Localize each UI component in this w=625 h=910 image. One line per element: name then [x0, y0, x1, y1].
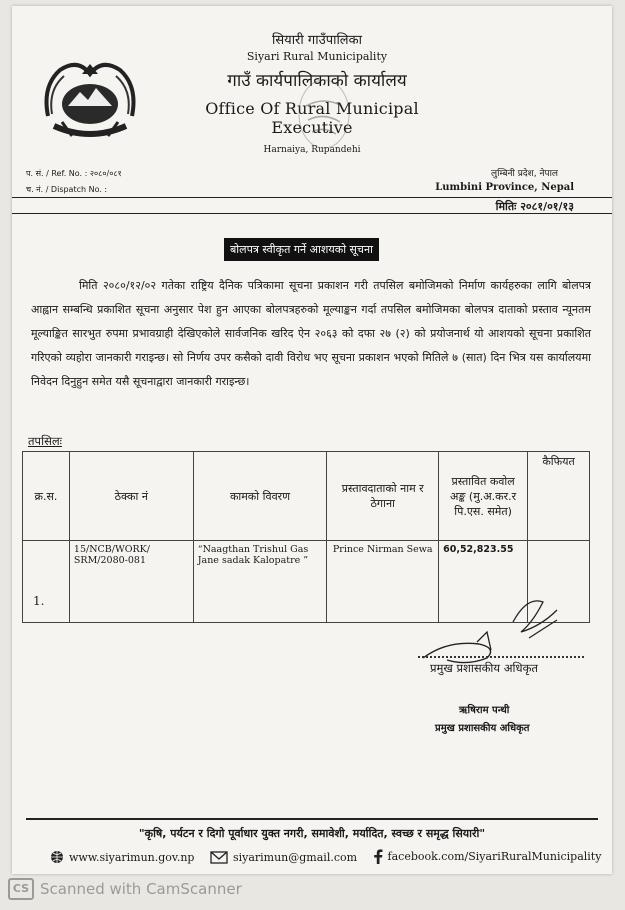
header-description: कामको विवरण — [193, 452, 327, 541]
office-name-np: गाउँ कार्यपालिकाको कार्यालय — [227, 71, 407, 91]
email-link[interactable] — [210, 851, 357, 864]
row-description: “Naagthan Trishul Gas Jane sadak Kalopatre ” — [193, 541, 327, 623]
facebook-icon — [373, 849, 383, 864]
website-text: www.siyarimun.gov.np — [69, 850, 195, 864]
nepal-emblem-icon — [38, 56, 142, 148]
scanner-text: Scanned with CamScanner — [40, 880, 242, 898]
row-bidder: Prince Nirman Sewa — [327, 541, 439, 623]
signature-line — [418, 656, 584, 658]
office-stamp-icon — [296, 76, 352, 152]
details-label: तपसिलः — [28, 434, 62, 448]
website-link[interactable] — [50, 850, 194, 864]
notice-date: मितिः २०८१/०१/१३ — [495, 200, 574, 213]
row-sn: 1. — [23, 541, 70, 623]
signature-label: प्रमुख प्रशासकीय अधिकृत — [430, 661, 538, 675]
province-np: लुम्बिनी प्रदेश, नेपाल — [491, 169, 558, 179]
municipality-name-en: Siyari Rural Municipality — [246, 50, 388, 63]
facebook-link[interactable] — [373, 849, 602, 864]
row-amount: 60,52,823.55 — [439, 541, 528, 623]
notice-title: बोलपत्र स्वीकृत गर्ने आशयको सूचना — [224, 238, 379, 261]
date-divider — [12, 213, 612, 214]
header-remarks: कैफियत — [528, 452, 590, 541]
mail-icon — [210, 851, 228, 864]
row-tender-no: 15/NCB/WORK/ SRM/2080-081 — [69, 541, 193, 623]
footer-contacts — [50, 849, 612, 867]
globe-icon — [50, 850, 64, 864]
notice-body: मिति २०८०/१२/०२ गतेका राष्ट्रिय दैनिक पत्रिकामा सूचना प्रकाशन गरी तपसिल बमोजिमको निर्माण कार्यहरुका लागि बोलपत्र आह्वान सम्बन्धि प्रकाशित सूचना अनुसार पेश हुन आएका बोलपत्रहरुको मूल्याङ्कन गर्दा तपसिल बमोजिमका बोलपत्र दाताको प्रस्ताव न्यूनतम मूल्याङ्कित सारभुत रुपमा प्रभावग्राही देखिएकोले सार्वजनिक खरिद ऐन २०६३ को दफा २७ (२) को प्रयोजनार्थ यो आशयको सूचना प्रकाशित गरिएको व्यहोरा जानकारी गराइन्छ। सो निर्णय उपर कसैको दावी विरोध भए सूचना प्रकाशन भएको मितिले ७ (सात) दिन भित्र यस कार्यालयमा निवेदन दिनुहुन समेत यसै सूचनाद्वारा जानकारी गराइन्छ। — [31, 279, 591, 388]
facebook-text: facebook.com/SiyariRuralMunicipality — [387, 850, 602, 863]
camscanner-logo-icon: CS — [8, 878, 34, 900]
municipality-name-np: सियारी गाउँपालिका — [272, 33, 362, 48]
footer-slogan: "कृषि, पर्यटन र दिगो पूर्वाधार युक्त नगरी, समावेशी, मर्यादित, स्वच्छ र समृद्ध सियारी" — [138, 827, 486, 840]
header-bidder: प्रस्तावदाताको नाम र ठेगाना — [327, 452, 439, 541]
scanner-watermark — [8, 878, 242, 900]
office-address: Harnaiya, Rupandehi — [263, 145, 361, 155]
notice-document — [12, 6, 612, 874]
reference-number: प. सं. / Ref. No. : २०८०/०८१ — [26, 169, 122, 178]
header-amount: प्रस्तावित कवोल अङ्क (मु.अ.कर.र पि.एस. समेत) — [439, 452, 528, 541]
table-header-row — [23, 452, 590, 541]
province-en: Lumbini Province, Nepal — [435, 182, 574, 193]
header-divider — [12, 197, 612, 198]
header-sn: क्र.स. — [23, 452, 70, 541]
email-text: siyarimun@gmail.com — [232, 851, 358, 864]
header-tender-no: ठेक्का नं — [69, 452, 193, 541]
dispatch-number: च. नं. / Dispatch No. : — [26, 185, 108, 194]
footer-divider — [26, 818, 598, 820]
office-name-en: Office Of Rural Municipal Executive — [205, 99, 419, 137]
officer-name: ऋषिराम पन्थी — [459, 705, 510, 716]
officer-title: प्रमुख प्रशासकीय अधिकृत — [435, 723, 530, 734]
signature-icon — [417, 592, 577, 670]
